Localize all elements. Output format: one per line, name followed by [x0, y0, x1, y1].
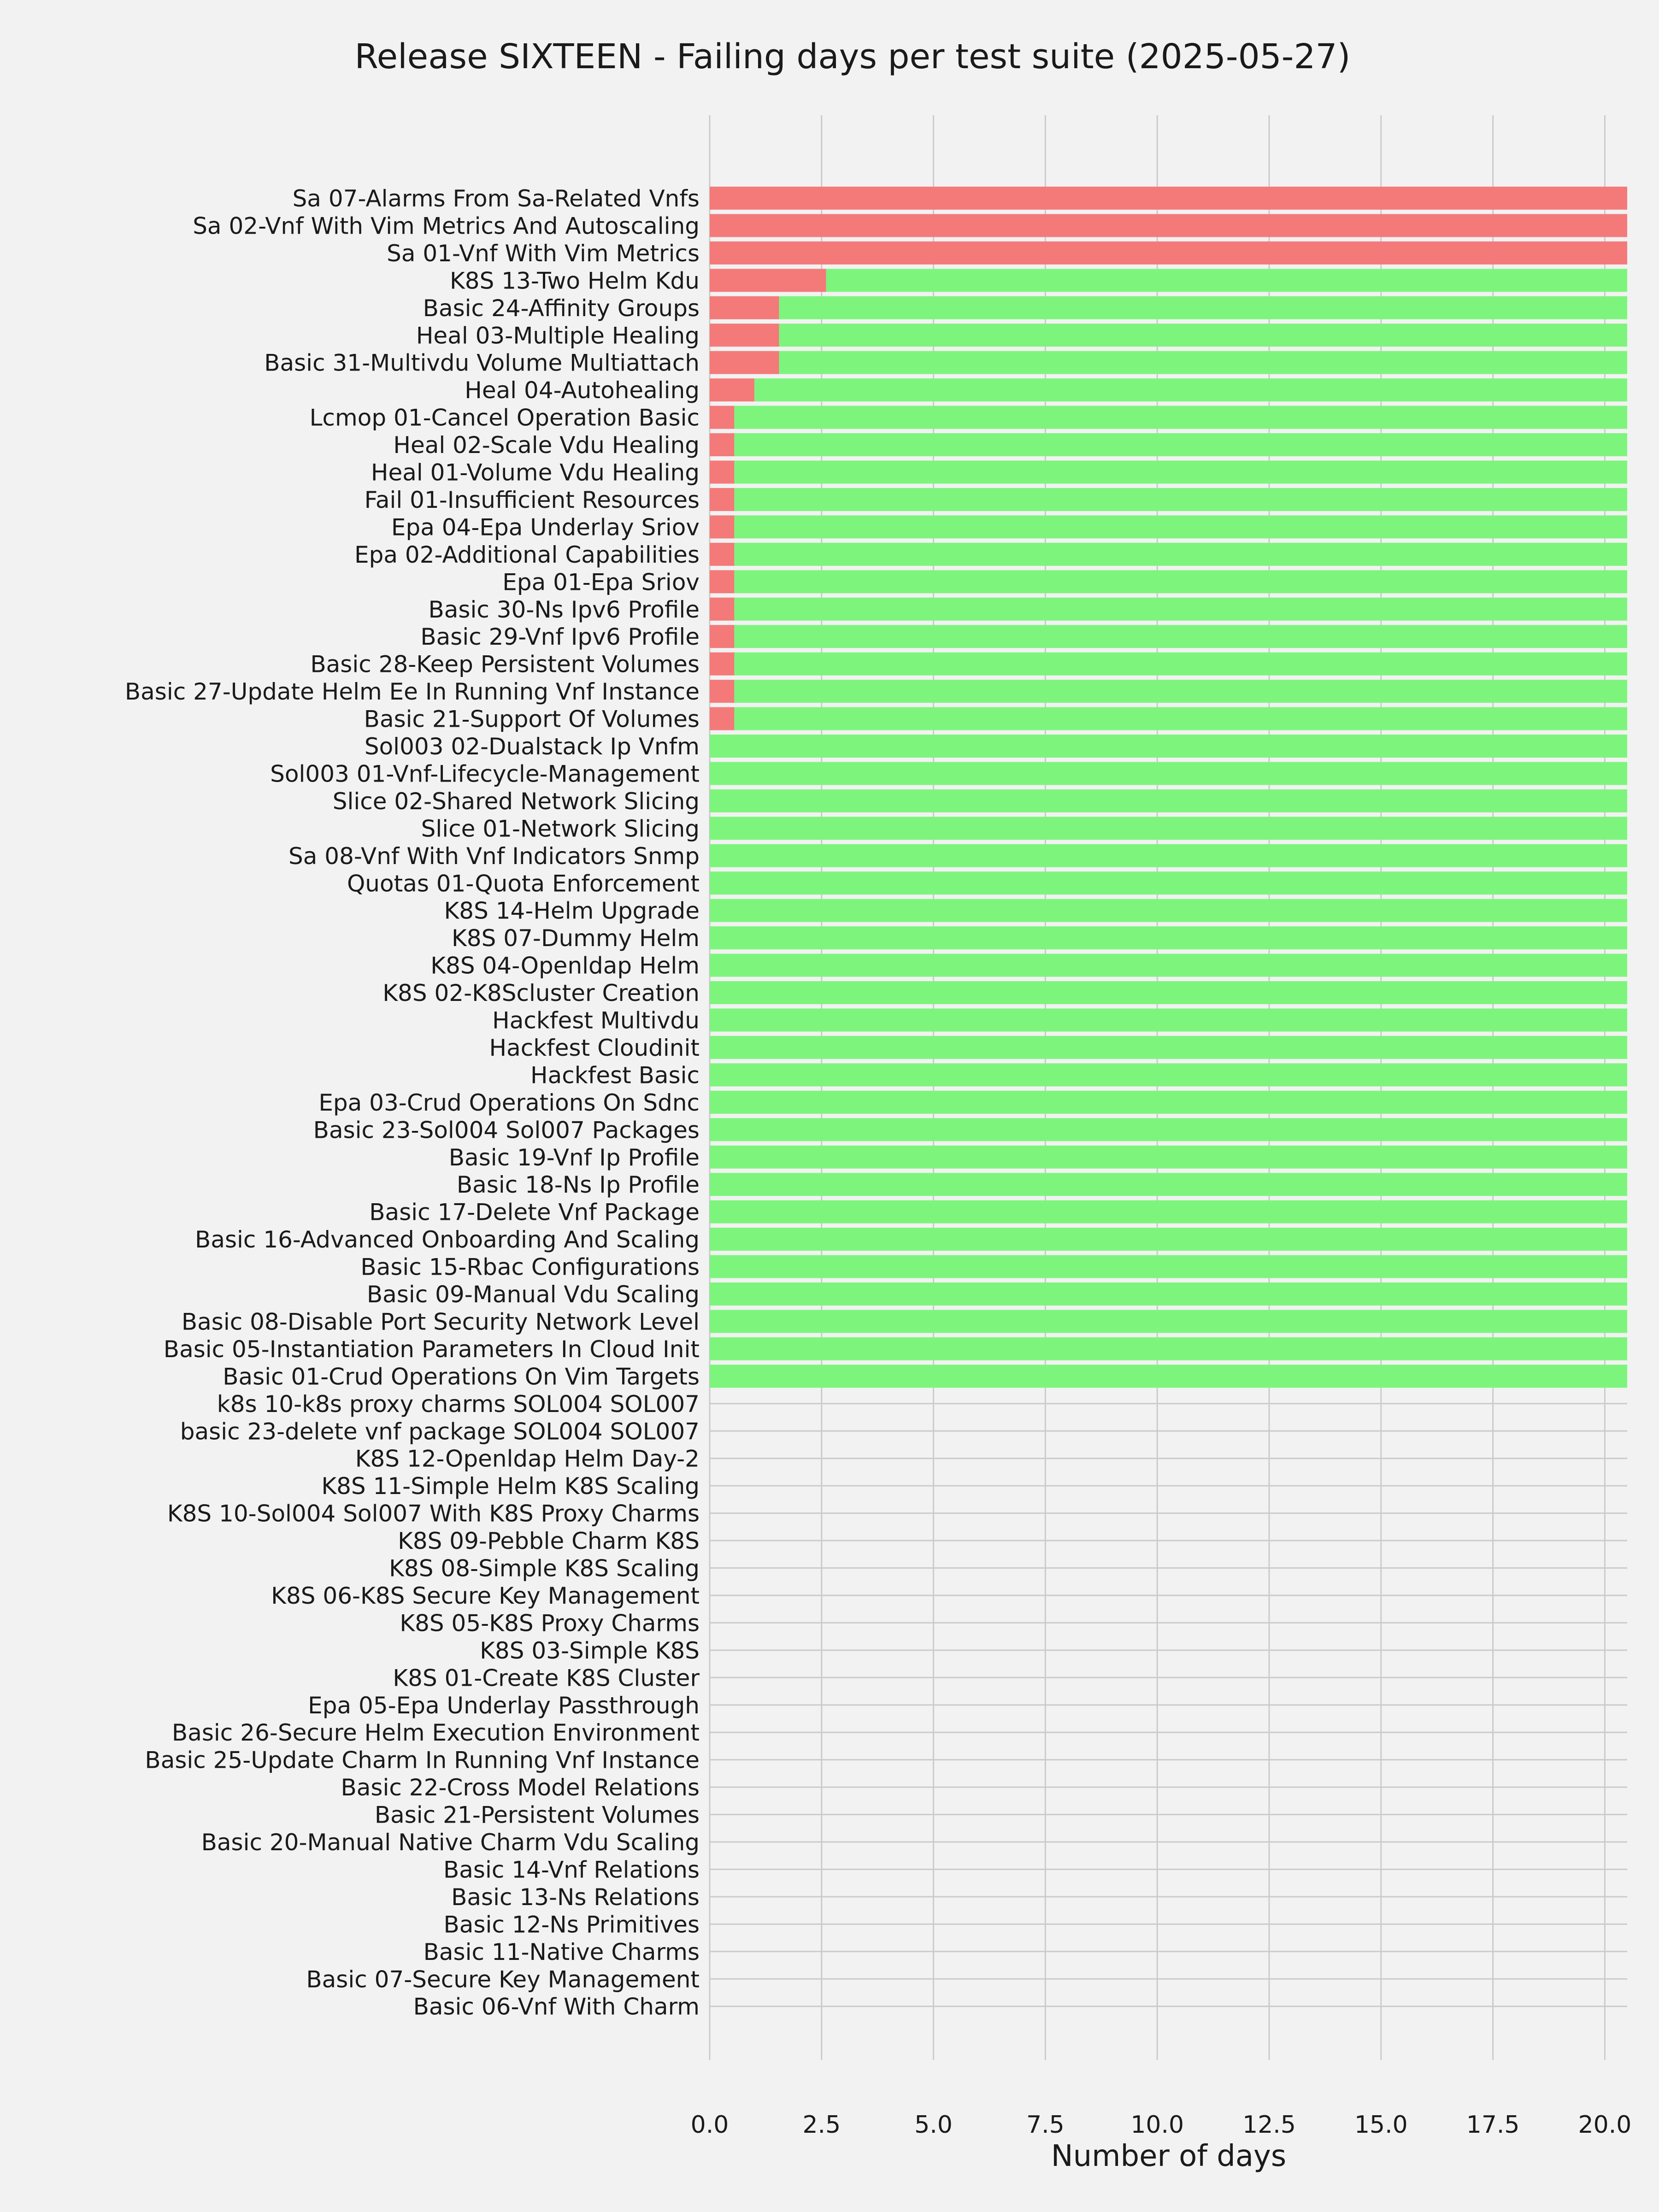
category-label: Epa 02-Additional Capabilities — [354, 541, 700, 568]
x-tick-label: 15.0 — [1354, 2111, 1408, 2139]
category-label: Hackfest Cloudinit — [489, 1034, 700, 1061]
category-label: Basic 11-Native Charms — [423, 1938, 700, 1965]
bar-passing — [710, 1255, 1627, 1278]
bar-passing — [710, 844, 1627, 867]
bar-passing — [710, 1063, 1627, 1086]
category-label: Sol003 02-Dualstack Ip Vnfm — [364, 733, 700, 760]
category-label: K8S 13-Two Helm Kdu — [449, 267, 700, 294]
category-label: Slice 01-Network Slicing — [421, 815, 700, 842]
category-label: K8S 11-Simple Helm K8S Scaling — [321, 1473, 700, 1500]
bar-failing — [710, 570, 734, 593]
bar-failing — [710, 324, 779, 347]
category-label: Epa 04-Epa Underlay Sriov — [391, 514, 700, 541]
category-label: Basic 19-Vnf Ip Profile — [448, 1144, 700, 1171]
bar-passing — [734, 570, 1627, 593]
category-label: Basic 24-Affinity Groups — [423, 294, 700, 322]
bar-passing — [734, 461, 1627, 484]
category-label: Hackfest Basic — [530, 1062, 700, 1089]
x-tick-label: 0.0 — [690, 2111, 729, 2139]
bar-passing — [826, 269, 1627, 292]
bar-failing — [710, 241, 1627, 265]
bar-passing — [710, 789, 1627, 812]
bar-passing — [710, 817, 1627, 840]
category-label: Heal 02-Scale Vdu Healing — [393, 432, 700, 459]
bar-failing — [710, 296, 779, 319]
bar-passing — [710, 1228, 1627, 1251]
category-label: Basic 28-Keep Persistent Volumes — [310, 651, 700, 678]
bar-failing — [710, 351, 779, 374]
bar-passing — [734, 543, 1627, 566]
x-tick-label: 12.5 — [1242, 2111, 1296, 2139]
category-label: Basic 05-Instantiation Parameters In Cloud Init — [163, 1335, 700, 1363]
category-label: K8S 10-Sol004 Sol007 With K8S Proxy Charms — [167, 1500, 700, 1527]
bar-passing — [734, 433, 1627, 456]
bar-passing — [779, 324, 1627, 347]
bar-passing — [710, 1118, 1627, 1141]
category-label: Basic 29-Vnf Ipv6 Profile — [420, 624, 700, 651]
bar-passing — [710, 1337, 1627, 1360]
bar-passing — [710, 871, 1627, 894]
category-label: Epa 03-Crud Operations On Sdnc — [318, 1089, 700, 1116]
bar-passing — [710, 1365, 1627, 1388]
chart-title: Release SIXTEEN - Failing days per test suite (2025-05-27) — [354, 37, 1351, 76]
bar-passing — [710, 1009, 1627, 1032]
category-label: K8S 08-Simple K8S Scaling — [389, 1555, 700, 1582]
bar-passing — [710, 954, 1627, 977]
category-label: K8S 06-K8S Secure Key Management — [271, 1582, 700, 1609]
category-label: K8S 09-Pebble Charm K8S — [398, 1528, 700, 1555]
category-label: K8S 02-K8Scluster Creation — [382, 980, 700, 1007]
bar-failing — [710, 515, 734, 538]
bar-passing — [710, 899, 1627, 922]
category-label: Lcmop 01-Cancel Operation Basic — [309, 404, 700, 431]
bar-passing — [734, 488, 1627, 511]
x-tick-label: 17.5 — [1466, 2111, 1520, 2139]
bar-passing — [734, 625, 1627, 648]
category-label: Heal 04-Autohealing — [465, 377, 700, 404]
bar-failing — [710, 598, 734, 621]
category-label: K8S 03-Simple K8S — [480, 1637, 700, 1664]
bar-passing — [710, 981, 1627, 1004]
bar-passing — [734, 598, 1627, 621]
bar-passing — [779, 351, 1627, 374]
bar-passing — [734, 515, 1627, 538]
category-label: Heal 03-Multiple Healing — [416, 322, 700, 349]
bar-passing — [710, 1036, 1627, 1059]
bar-passing — [710, 926, 1627, 949]
bar-passing — [734, 680, 1627, 703]
category-label: Sa 07-Alarms From Sa-Related Vnfs — [292, 185, 700, 212]
category-label: basic 23-delete vnf package SOL004 SOL007 — [180, 1418, 700, 1445]
category-label: Basic 12-Ns Primitives — [443, 1911, 700, 1938]
category-label: Basic 08-Disable Port Security Network Level — [181, 1308, 700, 1335]
category-label: Epa 05-Epa Underlay Passthrough — [308, 1692, 700, 1719]
category-label: Basic 25-Update Charm In Running Vnf Instance — [145, 1747, 700, 1774]
category-label: Slice 02-Shared Network Slicing — [332, 788, 700, 815]
category-label: Basic 26-Secure Helm Execution Environment — [171, 1719, 700, 1747]
bar-passing — [734, 406, 1627, 429]
category-label: Basic 17-Delete Vnf Package — [369, 1199, 700, 1226]
category-label: K8S 05-K8S Proxy Charms — [400, 1610, 700, 1637]
category-label: Heal 01-Volume Vdu Healing — [371, 459, 700, 486]
bar-failing — [710, 187, 1627, 210]
category-label: K8S 01-Create K8S Cluster — [393, 1665, 700, 1692]
bar-failing — [710, 433, 734, 456]
bar-passing — [710, 1310, 1627, 1333]
x-tick-label: 7.5 — [1026, 2111, 1065, 2139]
category-label: Basic 13-Ns Relations — [451, 1883, 700, 1911]
category-label: Basic 18-Ns Ip Profile — [456, 1171, 700, 1199]
bar-passing — [710, 1146, 1627, 1169]
category-label: K8S 07-Dummy Helm — [452, 925, 700, 952]
category-label: Basic 06-Vnf With Charm — [413, 1993, 700, 2020]
category-label: Quotas 01-Quota Enforcement — [347, 870, 700, 897]
bar-failing — [710, 488, 734, 511]
bar-failing — [710, 543, 734, 566]
bar-failing — [710, 461, 734, 484]
bar-failing — [710, 680, 734, 703]
category-label: Epa 01-Epa Sriov — [502, 569, 700, 596]
bar-passing — [734, 653, 1627, 676]
bar-failing — [710, 378, 754, 401]
category-label: K8S 14-Helm Upgrade — [444, 897, 700, 924]
category-label: Basic 23-Sol004 Sol007 Packages — [313, 1117, 700, 1144]
bar-failing — [710, 625, 734, 648]
bar-passing — [710, 1282, 1627, 1306]
x-tick-label: 5.0 — [914, 2111, 953, 2139]
x-axis-label: Number of days — [1051, 2139, 1287, 2173]
category-label: Basic 14-Vnf Relations — [443, 1856, 700, 1883]
category-label: Basic 21-Persistent Volumes — [374, 1801, 700, 1829]
x-tick-label: 10.0 — [1130, 2111, 1184, 2139]
bar-passing — [710, 762, 1627, 785]
category-label: Basic 09-Manual Vdu Scaling — [366, 1281, 700, 1308]
category-label: Sa 02-Vnf With Vim Metrics And Autoscaling — [193, 212, 700, 240]
x-tick-label: 2.5 — [802, 2111, 841, 2139]
category-label: Basic 31-Multivdu Volume Multiattach — [264, 349, 700, 377]
bar-failing — [710, 653, 734, 676]
bar-passing — [710, 735, 1627, 758]
category-label: k8s 10-k8s proxy charms SOL004 SOL007 — [217, 1390, 700, 1418]
bar-failing — [710, 406, 734, 429]
category-label: Basic 30-Ns Ipv6 Profile — [428, 596, 700, 623]
category-label: Basic 07-Secure Key Management — [306, 1966, 700, 1993]
category-label: Basic 22-Cross Model Relations — [341, 1774, 700, 1801]
category-label: Sa 08-Vnf With Vnf Indicators Snmp — [288, 842, 700, 870]
bar-passing — [754, 378, 1627, 401]
bar-passing — [710, 1091, 1627, 1114]
category-label: Hackfest Multivdu — [492, 1007, 700, 1034]
bar-failing — [710, 707, 734, 730]
bar-passing — [734, 707, 1627, 730]
x-tick-labels — [691, 2111, 1632, 2139]
category-label: Basic 27-Update Helm Ee In Running Vnf Instance — [124, 678, 700, 706]
category-label: Basic 01-Crud Operations On Vim Targets — [223, 1363, 700, 1390]
bar-failing — [710, 269, 826, 292]
category-label: Sa 01-Vnf With Vim Metrics — [387, 240, 700, 267]
category-label: Fail 01-Insufficient Resources — [364, 486, 700, 513]
category-label: Basic 16-Advanced Onboarding And Scaling — [195, 1226, 700, 1253]
category-label: Sol003 01-Vnf-Lifecycle-Management — [270, 760, 700, 788]
bar-passing — [779, 296, 1627, 319]
bar-passing — [710, 1200, 1627, 1224]
category-label: Basic 20-Manual Native Charm Vdu Scaling — [201, 1829, 700, 1856]
category-label: Basic 21-Support Of Volumes — [364, 706, 700, 733]
category-label: K8S 04-Openldap Helm — [430, 952, 700, 979]
x-tick-label: 20.0 — [1578, 2111, 1632, 2139]
category-label: K8S 12-Openldap Helm Day-2 — [355, 1445, 700, 1472]
bar-passing — [710, 1173, 1627, 1196]
bar-failing — [710, 214, 1627, 237]
category-label: Basic 15-Rbac Configurations — [360, 1253, 700, 1281]
